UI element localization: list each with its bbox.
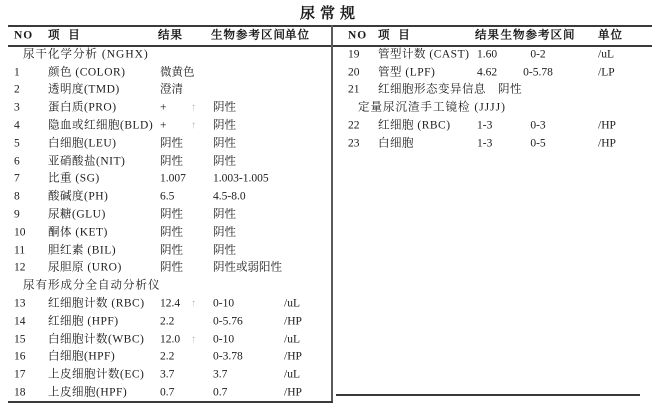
result-value: 阴性	[160, 243, 183, 256]
result-value: 6.5	[160, 190, 175, 203]
result-row	[8, 82, 331, 100]
item-name: 红细胞形态变异信息 阴性	[378, 83, 522, 96]
result-row	[332, 117, 652, 135]
row-number: 7	[14, 172, 20, 185]
result-row	[8, 135, 331, 153]
reference-range: 1.003-1.005	[213, 172, 269, 185]
result-row	[8, 171, 331, 189]
result-value: 1-3	[477, 119, 493, 132]
item-name: 红细胞计数 (RBC)	[48, 297, 145, 310]
reference-range: 阴性	[213, 154, 236, 167]
right-table-body	[332, 46, 652, 153]
section-header-row	[332, 99, 652, 117]
row-number: 14	[14, 315, 26, 328]
reference-range: 0-2	[530, 48, 546, 61]
row-number: 9	[14, 208, 20, 221]
unit-label: /HP	[284, 386, 302, 399]
unit-label: /uL	[598, 48, 614, 61]
item-name: 蛋白质(PRO)	[48, 101, 117, 114]
unit-label: /HP	[598, 137, 616, 150]
row-number: 2	[14, 83, 20, 96]
abnormal-flag-icon: ↑	[191, 102, 196, 114]
reference-range: 阴性	[213, 119, 236, 132]
right-table-header	[332, 27, 652, 45]
item-name: 红细胞 (HPF)	[48, 315, 119, 328]
reference-range: 0-5.78	[523, 65, 553, 78]
item-name: 白细胞(HPF)	[48, 350, 116, 363]
result-value: 0.7	[160, 386, 175, 399]
left-table-header	[8, 27, 331, 45]
abnormal-flag-icon: ↑	[191, 298, 196, 310]
result-value: +	[160, 119, 167, 132]
reference-range: 4.5-8.0	[213, 190, 246, 203]
result-row	[8, 242, 331, 260]
reference-range: 阴性	[213, 101, 236, 114]
reference-range: 0-5	[530, 137, 546, 150]
result-value: 3.7	[160, 368, 175, 381]
row-number: 4	[14, 119, 20, 132]
header-row	[332, 27, 652, 45]
item-name: 白细胞计数(WBC)	[48, 332, 145, 345]
header-row	[8, 27, 331, 45]
result-value: 阴性	[498, 83, 522, 96]
result-row	[8, 313, 331, 331]
row-number: 23	[348, 137, 360, 150]
row-number: 8	[14, 190, 20, 203]
column-header-reference: 生物参考区间	[500, 29, 576, 42]
result-row	[8, 331, 331, 349]
item-name: 透明度(TMD)	[48, 83, 120, 96]
column-header-item: 项 目	[48, 29, 81, 42]
result-value: 12.4	[160, 297, 181, 310]
item-name: 酸碱度(PH)	[48, 190, 109, 203]
result-value: +	[160, 101, 167, 114]
column-header-reference: 生物参考区间	[211, 29, 286, 42]
result-value: 微黄色	[160, 65, 195, 78]
row-number: 3	[14, 101, 20, 114]
result-value: 阴性	[160, 154, 183, 167]
result-value: 1-3	[477, 137, 493, 150]
abnormal-flag-icon: ↑	[191, 333, 196, 345]
section-title: 尿有形成分全自动分析仪	[23, 279, 161, 292]
result-row	[8, 260, 331, 278]
abnormal-flag-icon: ↑	[191, 120, 196, 132]
row-number: 6	[14, 154, 20, 167]
row-number: 5	[14, 137, 20, 150]
column-header-result: 结果	[475, 29, 500, 42]
column-header-no: NO	[14, 29, 34, 42]
reference-range: 阴性	[213, 243, 236, 256]
item-name: 白细胞(LEU)	[48, 137, 117, 150]
item-name: 白细胞	[378, 137, 414, 150]
reference-range: 0-3.78	[213, 350, 243, 363]
row-number: 22	[348, 119, 360, 132]
reference-range: 阴性或弱阳性	[213, 261, 282, 274]
unit-label: /HP	[598, 119, 616, 132]
unit-label: /uL	[284, 332, 300, 345]
result-row	[8, 384, 331, 402]
result-row	[8, 349, 331, 367]
result-value: 阴性	[160, 226, 183, 239]
reference-range: 0-10	[213, 332, 235, 345]
unit-label: /HP	[284, 315, 302, 328]
reference-range: 阴性	[213, 137, 236, 150]
result-row	[332, 46, 652, 64]
item-name: 胆红素 (BIL)	[48, 243, 117, 256]
row-number: 11	[14, 243, 26, 256]
section-header-row	[8, 46, 331, 64]
row-number: 20	[348, 65, 360, 78]
row-number: 13	[14, 297, 26, 310]
result-row	[8, 206, 331, 224]
unit-label: /uL	[284, 297, 300, 310]
result-value: 2.2	[160, 350, 175, 363]
column-header-unit: 单位	[285, 29, 310, 42]
column-header-result: 结果	[158, 29, 183, 42]
row-number: 16	[14, 350, 26, 363]
unit-label: /LP	[598, 65, 615, 78]
row-number: 12	[14, 261, 26, 274]
result-row	[8, 99, 331, 117]
report-title: 尿常规	[299, 6, 360, 22]
result-value: 阴性	[160, 137, 183, 150]
reference-range: 阴性	[213, 226, 236, 239]
right-table-bottom-border	[336, 394, 640, 396]
result-value: 澄清	[160, 83, 183, 96]
reference-range: 0-3	[530, 119, 546, 132]
result-value: 4.62	[477, 65, 498, 78]
row-number: 1	[14, 65, 20, 78]
result-value: 2.2	[160, 315, 175, 328]
result-row	[332, 135, 652, 153]
result-value: 阴性	[160, 208, 183, 221]
row-number: 15	[14, 332, 26, 345]
result-value: 12.0	[160, 332, 181, 345]
section-title: 尿干化学分析 (NGHX)	[23, 48, 149, 61]
reference-range: 3.7	[213, 368, 228, 381]
result-row	[332, 64, 652, 82]
left-table-body	[8, 46, 331, 402]
result-value: 阴性	[160, 261, 183, 274]
reference-range: 0.7	[213, 386, 228, 399]
column-header-unit: 单位	[598, 29, 623, 42]
item-name: 比重 (SG)	[48, 172, 100, 185]
section-title: 定量尿沉渣手工镜检 (JJJJ)	[358, 101, 506, 114]
item-name: 颜色 (COLOR)	[48, 65, 126, 78]
reference-range: 0-10	[213, 297, 235, 310]
unit-label: /HP	[284, 350, 302, 363]
result-row	[8, 224, 331, 242]
column-header-no: NO	[348, 29, 368, 42]
unit-label: /uL	[284, 368, 300, 381]
result-value: 1.60	[477, 48, 498, 61]
result-row	[332, 82, 652, 100]
row-number: 19	[348, 48, 360, 61]
result-value: 1.007	[160, 172, 186, 185]
item-name: 隐血或红细胞(BLD)	[48, 119, 154, 132]
reference-range: 阴性	[213, 208, 236, 221]
column-header-item: 项 目	[378, 29, 411, 42]
row-number: 18	[14, 386, 26, 399]
item-name: 上皮细胞(HPF)	[48, 386, 128, 399]
row-number: 10	[14, 226, 26, 239]
result-row	[8, 188, 331, 206]
item-name: 亚硝酸盐(NIT)	[48, 154, 126, 167]
item-name: 管型计数 (CAST)	[378, 48, 470, 61]
section-header-row	[8, 277, 331, 295]
item-name: 管型 (LPF)	[378, 65, 436, 78]
result-row	[8, 366, 331, 384]
item-name: 酮体 (KET)	[48, 226, 108, 239]
row-number: 17	[14, 368, 26, 381]
result-row	[8, 295, 331, 313]
item-name: 红细胞 (RBC)	[378, 119, 451, 132]
result-row	[8, 117, 331, 135]
reference-range: 0-5.76	[213, 315, 243, 328]
result-row	[8, 153, 331, 171]
result-row	[8, 64, 331, 82]
item-name: 尿糖(GLU)	[48, 208, 106, 221]
item-name: 上皮细胞计数(EC)	[48, 368, 145, 381]
row-number: 21	[348, 83, 360, 96]
item-name: 尿胆原 (URO)	[48, 261, 122, 274]
